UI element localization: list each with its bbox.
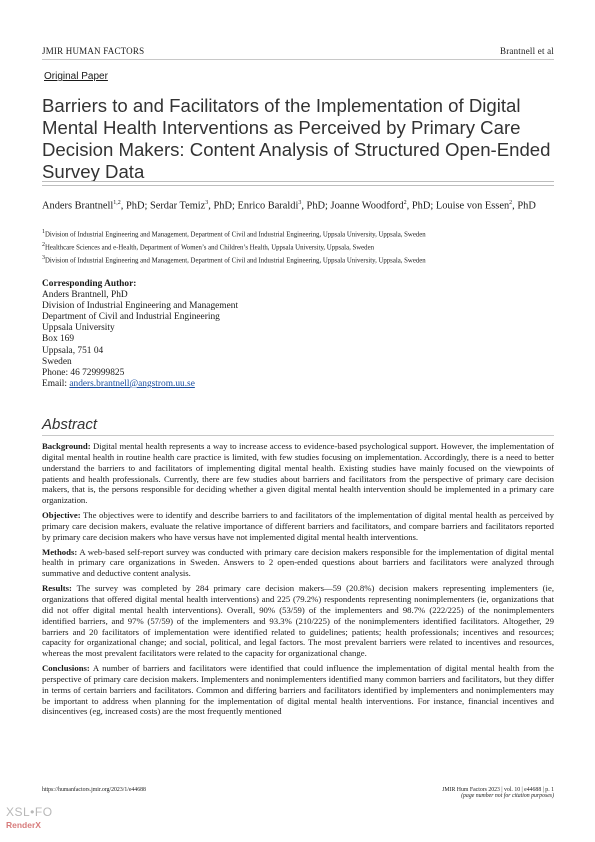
affiliation-number: 1	[42, 229, 45, 235]
corresponding-line: Division of Industrial Engineering and Management	[42, 301, 239, 312]
abstract-section-objective	[42, 510, 554, 543]
abstract-section-results	[42, 583, 554, 659]
author-degree: , PhD;	[301, 200, 331, 212]
affiliation-text: Division of Industrial Engineering and Management, Department of Civil and Industrial Engineering, Uppsala University, Uppsala, Sweden	[45, 257, 426, 265]
affiliation-number: 3	[42, 255, 45, 261]
affiliation-text: Division of Industrial Engineering and Management, Department of Civil and Industrial Engineering, Uppsala University, Uppsala, Sweden	[45, 231, 426, 239]
section-text: The objectives were to identify and describe barriers to and facilitators of the implementation of digital mental health as perceived by primary care decision makers, evaluate the relative importance of different barriers and facilitators, and compare barriers and facilitators reported by primary care decision makers who have versus have not implemented digital mental health interventions.	[42, 510, 554, 542]
affiliation	[42, 228, 562, 239]
corresponding-line: Department of Civil and Industrial Engineering	[42, 312, 220, 323]
email-link[interactable]: anders.brantnell@angstrom.uu.se	[69, 378, 195, 389]
section-text: Digital mental health represents a way to increase access to evidence-based psychological support. However, the implementation of digital mental health in routine health care practice is limited, with few studies focusing on implementation. Accordingly, there is a need to better understand the barriers to and facilitators of implementing digital mental health. Existing studies have mainly focused on the viewpoints of patients and health professionals. Currently, there are few studies about barriers and facilitators from the perspective of primary care decision makers, that is, the persons responsible for deciding whether a given digital mental health intervention should be implemented in a primary care organization.	[42, 441, 554, 506]
paper-title: Barriers to and Facilitators of the Implementation of Digital Mental Health Interventions as Perceived by Primary Care Decision Makers: Content Analysis of Structured Open-Ended Survey Data	[42, 95, 551, 182]
corresponding-line: Sweden	[42, 356, 72, 367]
watermark-line2: RenderX	[6, 820, 41, 830]
corresponding-author	[42, 279, 238, 390]
header-divider	[42, 59, 554, 60]
abstract-section-background	[42, 441, 554, 506]
corresponding-author-label: Corresponding Author:	[42, 279, 137, 289]
author-degree: , PhD;	[120, 200, 150, 212]
email-label: Email:	[42, 378, 70, 389]
renderx-watermark	[6, 805, 53, 830]
abstract-section-conclusions	[42, 663, 554, 717]
author-list	[42, 197, 558, 212]
article-url: https://humanfactors.jmir.org/2023/1/e44688	[42, 787, 146, 793]
email-line	[42, 379, 238, 390]
author-affil-ref: 2	[509, 200, 513, 206]
section-text: The survey was completed by 284 primary care decision makers—59 (20.8%) decision makers representing implementers (ie, organizations that offered digital mental health interventions) and 225 (79.2%) respondents representing nonimplementers (ie, organizations that did not offer digital mental health interventions). Overall, 90% (53/59) of the implementers and 98.7% (222/225) of the nonimplementers identified barriers, and 97% (57/59) of the implementers and 93.3% (210/225) of the nonimplementers identified facilitators. Altogether, 29 barriers and 20 facilitators of implementation were identified related to guidelines; patients; health professionals; incentives and resources; capacity for organizational change; and social, political, and legal factors. The most prevalent barriers were related to incentives and resources, whereas the most prevalent facilitators were related to the capacity for organizational change.	[42, 583, 554, 659]
abstract-divider	[42, 435, 554, 436]
author-name: Anders Brantnell	[42, 200, 114, 212]
footer-citation: JMIR Hum Factors 2023 | vol. 10 | e44688 | p. 1	[442, 787, 554, 793]
author-name: Enrico Baraldi	[237, 200, 299, 212]
corresponding-line: Uppsala, 751 04	[42, 345, 104, 356]
corresponding-line: Anders Brantnell, PhD	[42, 290, 128, 301]
corresponding-line: Uppsala University	[42, 323, 115, 334]
section-label: Results:	[42, 583, 72, 594]
affiliation	[42, 254, 562, 265]
affiliation-number: 2	[42, 242, 45, 248]
abstract-heading: Abstract	[42, 416, 98, 433]
running-header	[42, 46, 554, 56]
author-affil-ref: 3	[298, 200, 302, 206]
abstract-body	[42, 441, 554, 721]
author-degree: , PhD;	[208, 200, 238, 212]
author-affil-ref: 3	[205, 200, 209, 206]
section-label: Conclusions:	[42, 663, 90, 674]
footer-note: (page number not for citation purposes)	[461, 793, 554, 799]
corresponding-line: Box 169	[42, 334, 75, 345]
title-divider-top	[42, 181, 554, 182]
footer-citation-block	[442, 787, 554, 799]
paper-type: Original Paper	[44, 71, 108, 82]
author-degree: , PhD;	[406, 200, 436, 212]
affiliation-text: Healthcare Sciences and e-Health, Department of Women’s and Children’s Health, Uppsala University, Uppsala, Sweden	[45, 244, 375, 252]
author-name: Joanne Woodford	[330, 200, 404, 212]
author-name: Louise von Essen	[435, 200, 510, 212]
page-footer	[42, 787, 554, 799]
author-affil-ref: 1,2	[113, 200, 121, 206]
author-affil-ref: 2	[403, 200, 407, 206]
author-degree: , PhD	[512, 200, 536, 212]
watermark-line1: XSL•FO	[6, 805, 53, 819]
affiliation	[42, 241, 562, 252]
section-text: A web-based self-report survey was conducted with primary care decision makers responsible for the implementation of digital mental health in primary care organizations in Sweden. Answers to 2 open-ended questions about barriers and facilitators were analyzed through summative and deductive content analysis.	[42, 546, 554, 579]
section-label: Objective:	[42, 510, 81, 521]
section-label: Background:	[42, 441, 91, 451]
section-text: A number of barriers and facilitators were identified that could influence the implementation of digital mental health from the perspective of primary care decision makers. Implementers and nonimplementers identified many common barriers and facilitators, but they differ in terms of certain barriers and facilitators. Common and differing barriers and facilitators identified by implementers and nonimplementers may be important to address when planning for the implementation of digital mental health interventions. For instance, financial incentives and disincentives (eg, increased costs) are the most frequently mentioned	[42, 663, 554, 717]
section-label: Methods:	[42, 546, 78, 557]
title-divider-bottom	[42, 185, 554, 186]
running-author: Brantnell et al	[500, 46, 554, 56]
author-name: Serdar Temiz	[149, 200, 206, 212]
abstract-section-methods	[42, 547, 554, 580]
journal-name: JMIR HUMAN FACTORS	[42, 46, 145, 56]
corresponding-line: Phone: 46 729999825	[42, 367, 125, 378]
